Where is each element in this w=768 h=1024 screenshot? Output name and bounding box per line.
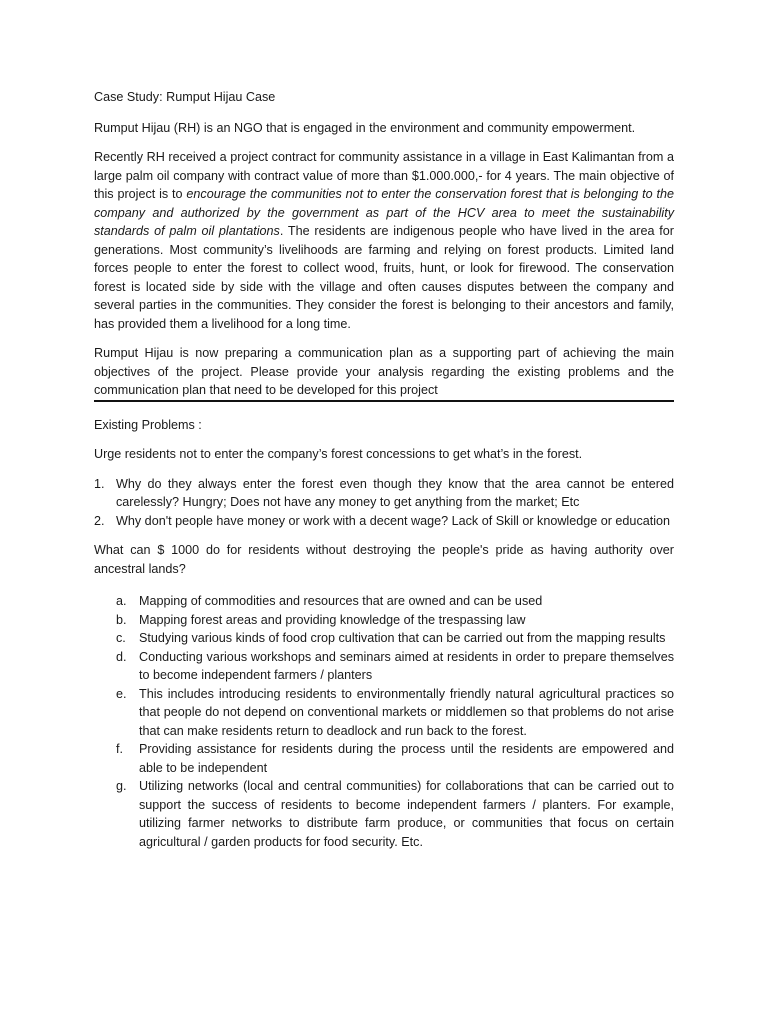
task-paragraph: Rumput Hijau is now preparing a communication plan as a supporting part of achieving the main objectives of the project. Please provide your analysis regarding the existing problems and the communication plan that need to be developed for this project xyxy=(94,346,674,397)
list-letter: d. xyxy=(116,649,127,664)
list-letter: c. xyxy=(116,631,126,645)
list-item xyxy=(116,629,674,648)
list-item-text: Why do they always enter the forest even though they know that the area cannot be entered carelessly? Hungry; Does not have any money to get anything from the market; Etc xyxy=(116,476,674,509)
document-body xyxy=(94,88,674,851)
list-item xyxy=(94,512,674,531)
list-item-text: This includes introducing residents to environmentally friendly natural agricultural practices so that people do not depend on conventional markets or middlemen so that problems do not arise that can make residents return to deadlock and run back to the forest. xyxy=(139,686,674,738)
project-objective-italic: encourage the communities not to enter the conservation forest that is belonging to the company and authorized by the government as part of the HCV area to meet the sustainability standards of palm oil plantations xyxy=(94,187,674,238)
case-study-title: Case Study: Rumput Hijau Case xyxy=(94,90,276,104)
intro-paragraph: Rumput Hijau (RH) is an NGO that is engaged in the environment and community empowerment. xyxy=(94,120,636,135)
list-item-text: Mapping forest areas and providing knowledge of the trespassing law xyxy=(139,612,526,627)
budget-question: What can $ 1000 do for residents without destroying the people's pride as having authority over ancestral lands? xyxy=(94,543,674,576)
urge-statement: Urge residents not to enter the company’s forest concessions to get what’s in the forest. xyxy=(94,447,583,461)
list-item xyxy=(116,611,674,630)
existing-problems-heading: Existing Problems : xyxy=(94,417,202,432)
list-letter: f. xyxy=(116,742,123,756)
numbered-questions-list xyxy=(94,475,674,531)
section-divider xyxy=(94,400,674,402)
list-item-text: Conducting various workshops and seminars aimed at residents in order to prepare themselves to become independent farmers / planters xyxy=(139,649,674,682)
background-text-start: Recently RH received a project contract for community assistance in a village in East Kalimantan from a large palm oil company with contract value of more than $1.000.000,- for 4 years. The main objective of this project is to xyxy=(94,150,674,201)
list-item xyxy=(116,685,674,741)
list-number: 1. xyxy=(94,476,105,491)
list-number: 2. xyxy=(94,513,105,528)
lettered-actions-list xyxy=(116,592,674,851)
list-item-text: Utilizing networks (local and central communities) for collaborations that can be carried out to support the success of residents to become independent farmers / planters. For example, utilizing farmer networks to distribute farm produce, or communities that focus on certain agricultural / garden products for food security. Etc. xyxy=(139,779,674,849)
list-item xyxy=(94,475,674,512)
list-letter: g. xyxy=(116,779,127,793)
list-item-text: Providing assistance for residents during the process until the residents are empowered and able to be independent xyxy=(139,742,674,775)
list-item-text: Studying various kinds of food crop cultivation that can be carried out from the mapping results xyxy=(139,631,666,645)
project-background-paragraph xyxy=(94,148,674,333)
list-item-text: Why don't people have money or work with a decent wage? Lack of Skill or knowledge or education xyxy=(116,513,671,528)
background-text-end: . The residents are indigenous people who have lived in the area for generations. Most community’s livelihoods are farming and relying on forest products. Limited land forces people to enter the forest to collect wood, fruits, hunt, or look for firewood. The conservation forest is located side by side with the village and often causes disputes between the company and several parties in the communities. They consider the forest is belonging to their ancestors and family, has provided them a livelihood for a long time. xyxy=(94,224,674,331)
list-item xyxy=(116,777,674,851)
list-item xyxy=(116,740,674,777)
list-letter: e. xyxy=(116,686,127,701)
list-item xyxy=(116,648,674,685)
list-letter: a. xyxy=(116,594,127,608)
list-item-text: Mapping of commodities and resources that are owned and can be used xyxy=(139,594,543,608)
list-item xyxy=(116,592,674,611)
list-letter: b. xyxy=(116,612,127,627)
